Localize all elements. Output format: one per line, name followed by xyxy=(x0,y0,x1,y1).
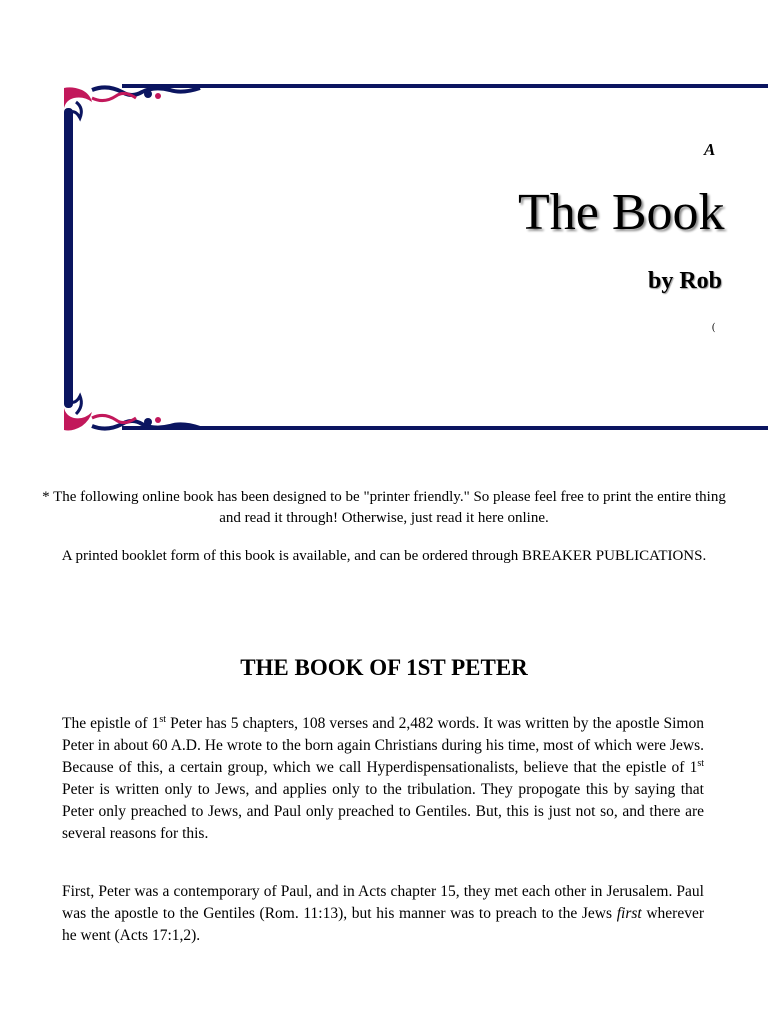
title-mark: ( xyxy=(712,322,716,333)
booklet-notice: A printed booklet form of this book is available, and can be ordered through BREAKER PUBLICATIONS. xyxy=(61,548,707,564)
superscript: st xyxy=(159,714,167,725)
paragraph-text: wherever he went (Acts 17:1,2). xyxy=(62,905,705,944)
title-frame xyxy=(62,84,768,432)
corner-ornament-icon xyxy=(62,84,202,124)
paragraph-text: Peter is written only to Jews, and applies only to the tribulation. They propogate this by saying that Peter only preached to Jews, and Paul only preached to Gentiles. But, this is just not so, and there are several reasons for this. xyxy=(62,781,704,842)
printer-friendly-notice: * The following online book has been designed to be "printer friendly." So please feel free to print the entire thing and read it through! Otherwise, just read it here online. xyxy=(42,489,726,526)
frame-left-bar xyxy=(64,108,73,408)
frame-bottom-rule xyxy=(122,426,768,430)
section-heading: THE BOOK OF 1ST PETER xyxy=(240,655,528,680)
author-byline: by Rob xyxy=(648,268,723,294)
book-title: The Book xyxy=(518,184,725,241)
title-eyebrow: A xyxy=(704,140,716,159)
emphasis: first xyxy=(616,905,642,922)
paragraph-text: Peter has 5 chapters, 108 verses and 2,482 words. It was written by the apostle Simon Peter in about 60 A.D. He wrote to the born again Christians during his time, most of which were Jews. Because of this, a certain group, which we call Hyperdispensationalists, believe that the epistle of 1 xyxy=(62,715,704,776)
paragraph-text: The epistle of 1 xyxy=(62,715,160,732)
paragraph-text: First, Peter was a contemporary of Paul, and in Acts chapter 15, they met each other in Jerusalem. Paul was the apostle to the Gentiles (Rom. 11:13), but his manner was to preach to the Jews xyxy=(62,883,704,922)
corner-ornament-icon xyxy=(62,390,202,432)
paragraph xyxy=(62,713,704,845)
paragraph xyxy=(62,881,704,947)
frame-top-rule xyxy=(122,84,768,88)
superscript: st xyxy=(697,758,704,769)
